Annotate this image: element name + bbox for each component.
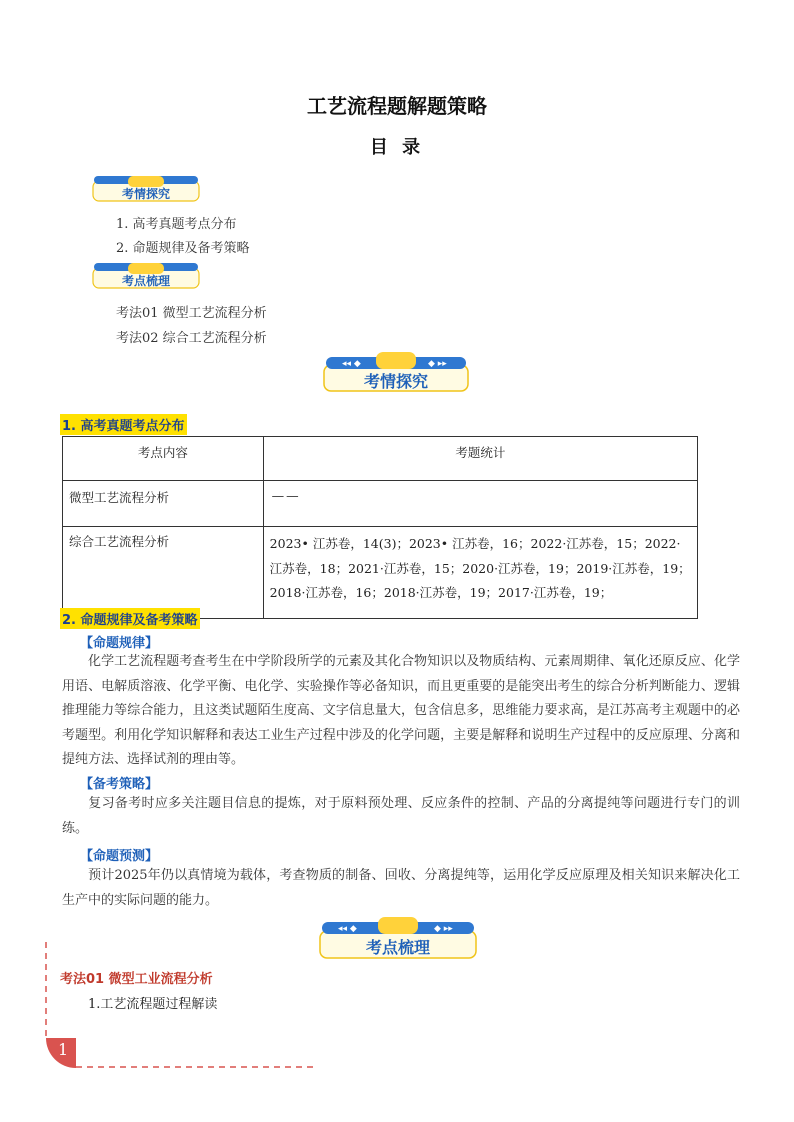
forecast-label: 【命题预测】 bbox=[80, 849, 159, 864]
exam-stats-table bbox=[62, 436, 698, 619]
svg-text:◂◂ ◆: ◂◂ ◆ bbox=[342, 359, 361, 369]
table-cell-topic: 微型工艺流程分析 bbox=[63, 481, 264, 527]
toc-badge-2-label: 考点梳理 bbox=[121, 274, 170, 288]
table-header-cell: 考题统计 bbox=[263, 437, 697, 481]
toc-item[interactable]: 考法02 综合工艺流程分析 bbox=[116, 331, 267, 346]
forecast-paragraph bbox=[62, 864, 740, 913]
table-header-row bbox=[63, 437, 698, 481]
section-banner-1 bbox=[322, 351, 470, 393]
strategy-paragraph bbox=[62, 792, 740, 841]
page-number: 1 bbox=[58, 1040, 69, 1059]
method-subheading: 1.工艺流程题过程解读 bbox=[88, 997, 218, 1012]
table-row bbox=[63, 481, 698, 527]
strategy-label: 【备考策略】 bbox=[80, 777, 159, 792]
strategy-text: 复习备考时应多关注题目信息的提炼，对于原料预处理、反应条件的控制、产品的分离提纯等问题进行专门的训练。 bbox=[62, 796, 740, 836]
toc-item[interactable]: 1. 高考真题考点分布 bbox=[116, 217, 237, 232]
table-cell-stats: —— bbox=[263, 481, 697, 527]
table-header-cell: 考点内容 bbox=[63, 437, 264, 481]
rule-paragraph bbox=[62, 650, 740, 773]
page-corner-decoration bbox=[40, 942, 340, 1072]
section-heading-rules-strategy: 2. 命题规律及备考策略 bbox=[60, 608, 200, 629]
svg-text:◂◂ ◆: ◂◂ ◆ bbox=[338, 924, 357, 934]
toc-item[interactable]: 2. 命题规律及备考策略 bbox=[116, 241, 250, 256]
toc-title: 目 录 bbox=[369, 137, 425, 158]
section-heading-exam-distribution: 1. 高考真题考点分布 bbox=[60, 414, 187, 435]
section-banner-1-label: 考情探究 bbox=[363, 372, 428, 391]
document-title: 工艺流程题解题策略 bbox=[307, 94, 487, 118]
table-cell-stats: 2023• 江苏卷，14(3)；2023• 江苏卷，16；2022·江苏卷，15；2022·江苏卷，18；2021·江苏卷，15；2020·江苏卷，19；2019·江苏卷，19；2018·江苏卷，16；2018·江苏卷，19；2017·江苏卷，19； bbox=[263, 527, 697, 619]
rule-text: 化学工艺流程题考查考生在中学阶段所学的元素及其化合物知识以及物质结构、元素周期律、氧化还原反应、化学用语、电解质溶液、化学平衡、电化学、实验操作等必备知识，而且更重要的是能突出考生的综合分析判断能力、逻辑推理能力等综合能力，且这类试题陌生度高、文字信息量大，包含信息多，思维能力要求高，是江苏高考主观题中的必考题型。利用化学知识解释和表达工业生产过程中涉及的化学问题，主要是解释和说明生产过程中的反应原理、分离和提纯方法、选择试剂的理由等。 bbox=[62, 654, 740, 767]
table-cell-topic: 综合工艺流程分析 bbox=[63, 527, 264, 619]
svg-text:◆ ▸▸: ◆ ▸▸ bbox=[434, 924, 453, 934]
rule-label: 【命题规律】 bbox=[80, 636, 159, 651]
toc-badge-1-label: 考情探究 bbox=[121, 187, 170, 201]
forecast-text: 预计2025年仍以真情境为载体，考查物质的制备、回收、分离提纯等，运用化学反应原理及相关知识来解决化工生产中的实际问题的能力。 bbox=[62, 868, 740, 908]
toc-badge-1 bbox=[92, 176, 200, 202]
toc-item[interactable]: 考法01 微型工艺流程分析 bbox=[116, 306, 267, 321]
section-banner-2 bbox=[318, 916, 478, 960]
section-banner-2-label: 考点梳理 bbox=[365, 938, 430, 957]
svg-text:◆ ▸▸: ◆ ▸▸ bbox=[428, 359, 447, 369]
method-heading: 考法01 微型工业流程分析 bbox=[60, 972, 213, 987]
toc-badge-2 bbox=[92, 263, 200, 289]
table-row bbox=[63, 527, 698, 619]
